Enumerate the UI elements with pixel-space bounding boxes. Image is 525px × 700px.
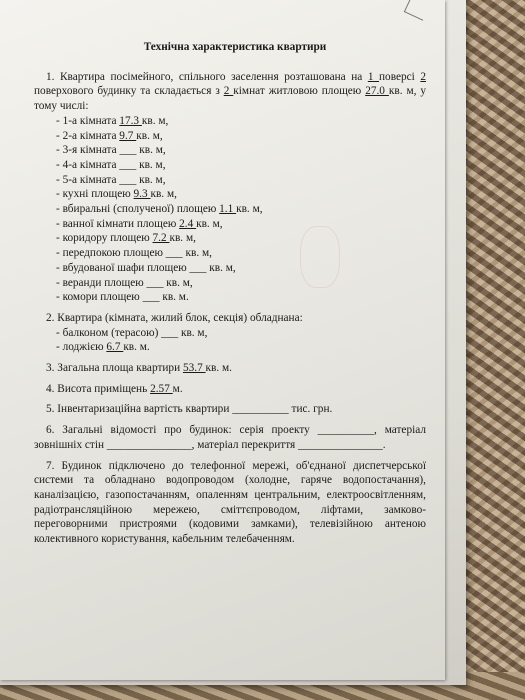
list-item: - 3-я кімната ___ кв. м,: [56, 144, 166, 157]
list-item: - 2-а кімната 9.7 кв. м,: [56, 129, 163, 142]
room-value: ___: [119, 173, 137, 186]
list-item: - балконом (терасою) ___ кв. м,: [56, 326, 208, 339]
section-5: 5. Інвентаризаційна вартість квартири __________ тис. грн.: [46, 403, 333, 416]
s1-text-b: поверсі: [379, 70, 421, 83]
section-4: 4. Висота приміщень 2.57 м.: [46, 382, 183, 395]
list-item: - веранди площею ___ кв. м,: [56, 276, 193, 289]
s1-text-c: поверхового будинку та складається з: [34, 85, 224, 98]
list-item: - передпокою площею ___ кв. м,: [56, 247, 212, 260]
loggia-value: 6.7: [106, 341, 124, 354]
section-2-title: 2. Квартира (кімната, жилий блок, секція) обладнана:: [46, 311, 303, 324]
s1-text-e: кв. м, у тому числі:: [34, 85, 427, 113]
floor-value: 1: [367, 70, 380, 83]
room-value: 2.4: [179, 217, 197, 230]
list-item: - лоджією 6.7 кв. м.: [56, 341, 150, 354]
room-value: ___: [189, 261, 207, 274]
list-item: - комори площею ___ кв. м.: [56, 291, 189, 304]
list-item: - ванної кімнати площею 2.4 кв. м,: [56, 217, 223, 230]
section-3: 3. Загальна площа квартири 53.7 кв. м.: [46, 362, 232, 375]
room-value: 17.3: [119, 114, 142, 127]
inventory-value: __________: [232, 403, 289, 416]
room-value: 9.3: [133, 188, 151, 201]
list-item: - 4-а кімната ___ кв. м,: [56, 158, 166, 171]
balcony-value: ___: [161, 326, 179, 339]
document-title: Технічна характеристика квартири: [143, 41, 327, 53]
room-value: ___: [119, 158, 137, 171]
list-item: - кухні площею 9.3 кв. м,: [56, 188, 177, 201]
rooms-list: [34, 114, 426, 305]
total-area-value: 53.7: [182, 362, 206, 375]
section-6: 6. Загальні відомості про будинок: серія проекту __________, матеріал зовнішніх стін _______________, матеріал перекриття _______________.: [34, 424, 426, 451]
rooms-count-value: 2: [223, 85, 234, 98]
document-content: [34, 40, 426, 547]
floors-total-value: 2: [420, 70, 426, 83]
pencil-mark: [404, 0, 429, 21]
list-item: - вбиральні (сполученої) площею 1.1 кв. м,: [56, 203, 263, 216]
s1-text-a: 1. Квартира посімейного, спільного заселення розташована на: [46, 70, 368, 83]
room-value: ___: [142, 291, 160, 304]
list-item: - 1-а кімната 17.3 кв. м,: [56, 114, 169, 127]
room-value: ___: [165, 247, 183, 260]
section-1: [34, 70, 426, 114]
room-value: ___: [146, 276, 164, 289]
list-item: - коридору площею 7.2 кв. м,: [56, 232, 196, 245]
room-value: 7.2: [152, 232, 170, 245]
s1-text-d: кімнат житловою площею: [233, 85, 366, 98]
room-value: ___: [119, 144, 137, 157]
living-area-value: 27.0: [365, 85, 389, 98]
room-value: 1.1: [219, 203, 237, 216]
list-item: - 5-а кімната ___ кв. м,: [56, 173, 166, 186]
section-7: 7. Будинок підключено до телефонної мережі, об'єднаної диспетчерської системи та обладнано водопроводом (холодне, гаряче водопостачання), каналізацією, газопостачанням, опаленням центральним, електроосвітленням, радіотрансляційною мережею, сміттєпроводом, ліфтами, замково-переговорними пристроями (кодовими замками), телевізійною антеною колективного користування, кабельним телебаченням.: [34, 459, 426, 546]
ceiling-height-value: 2.57: [150, 382, 173, 395]
list-item: - вбудованої шафи площею ___ кв. м,: [56, 261, 236, 274]
room-value: 9.7: [119, 129, 137, 142]
